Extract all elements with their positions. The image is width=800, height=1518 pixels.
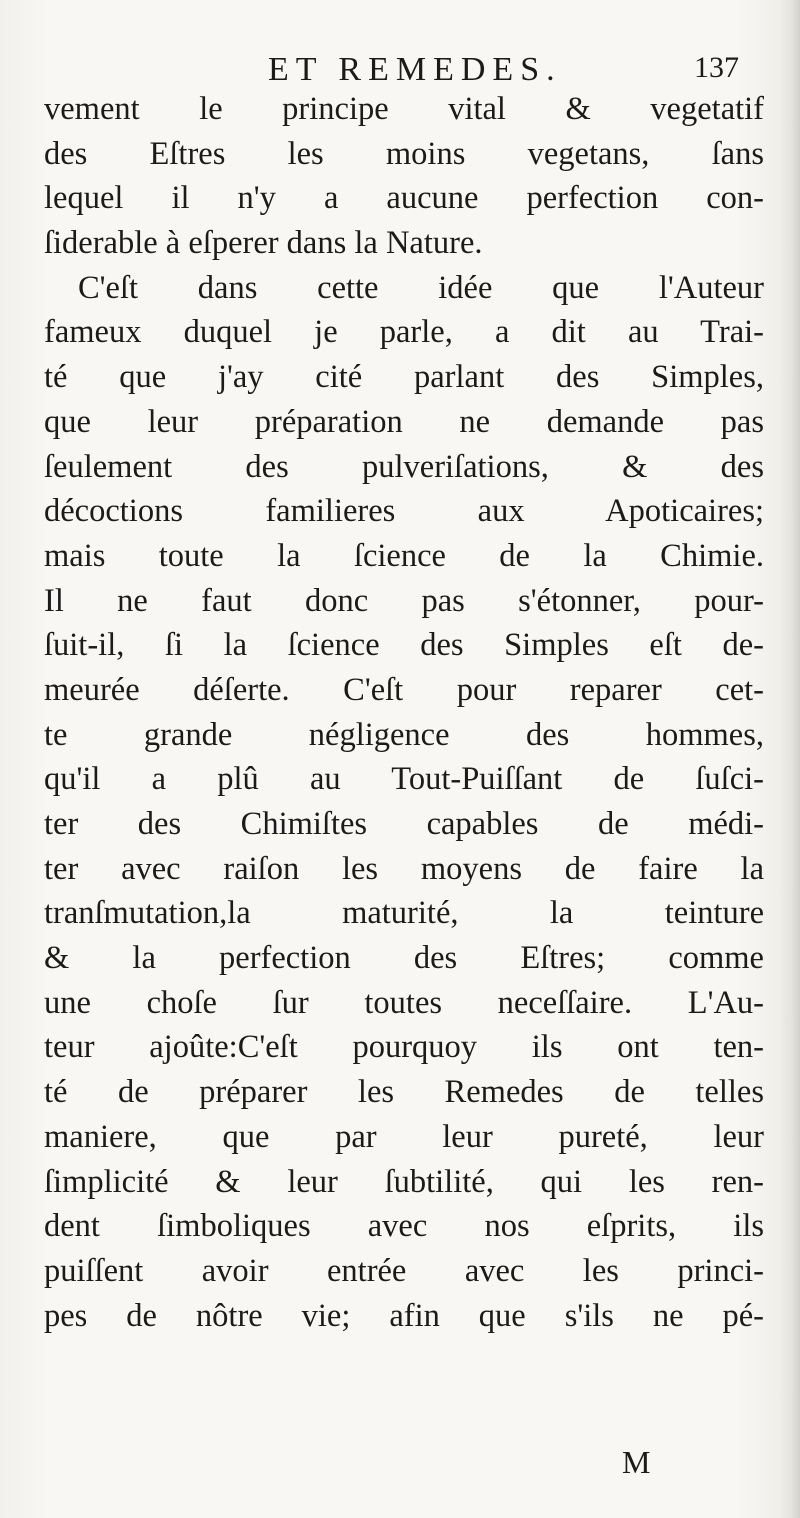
text-line: qu'il a plû au Tout-Puiſſant de ſuſci- <box>44 761 764 798</box>
text-line: té que j'ay cité parlant des Simples, <box>44 359 764 396</box>
page-edge-shadow <box>778 0 800 1518</box>
text-line: té de préparer les Remedes de telles <box>44 1074 764 1111</box>
text-line: décoctions familieres aux Apoticaires; <box>44 493 764 530</box>
text-line: te grande négligence des hommes, <box>44 716 764 753</box>
text-line: ſimplicité & leur ſubtilité, qui les ren- <box>44 1163 764 1200</box>
text-line: tranſmutation,la maturité, la teinture <box>44 895 764 932</box>
text-line: C'eſt dans cette idée que l'Auteur <box>78 269 764 306</box>
running-head: ET REMEDES. <box>268 51 562 88</box>
text-line: dent ſimboliques avec nos eſprits, ils <box>44 1208 764 1245</box>
text-line: meurée déſerte. C'eſt pour reparer cet- <box>44 671 764 708</box>
text-line: ter des Chimiſtes capables de médi- <box>44 806 764 842</box>
text-line: une choſe ſur toutes neceſſaire. L'Au- <box>44 984 764 1021</box>
text-line: puiſſent avoir entrée avec les princi- <box>44 1252 764 1289</box>
text-line: ſiderable à eſperer dans la Nature. <box>44 225 483 262</box>
page-header <box>0 26 800 86</box>
text-line: que leur préparation ne demande pas <box>44 403 764 440</box>
text-line: Il ne faut donc pas s'étonner, pour- <box>44 582 764 619</box>
text-line: des Eſtres les moins vegetans, ſans <box>44 135 764 172</box>
page-number: 137 <box>694 51 739 84</box>
text-line: fameux duquel je parle, a dit au Trai- <box>44 314 764 351</box>
text-line: vement le principe vital & vegetatif <box>44 91 764 127</box>
text-line: teur ajoûte:C'eſt pourquoy ils ont ten- <box>44 1029 764 1066</box>
text-line: ter avec raiſon les moyens de faire la <box>44 850 764 887</box>
text-line: ſeulement des pulveriſations, & des <box>44 448 764 485</box>
text-line: ſuit-il, ſi la ſcience des Simples eſt de- <box>44 627 764 664</box>
text-line: pes de nôtre vie; afin que s'ils ne pé- <box>44 1297 764 1334</box>
text-line: lequel il n'y a aucune perfection con- <box>44 180 764 217</box>
text-line: & la perfection des Eſtres; comme <box>44 940 764 977</box>
text-line: maniere, que par leur pureté, leur <box>44 1118 764 1155</box>
signature-mark: M <box>622 1444 651 1480</box>
text-line: mais toute la ſcience de la Chimie. <box>44 537 764 574</box>
body-text <box>44 87 764 1338</box>
